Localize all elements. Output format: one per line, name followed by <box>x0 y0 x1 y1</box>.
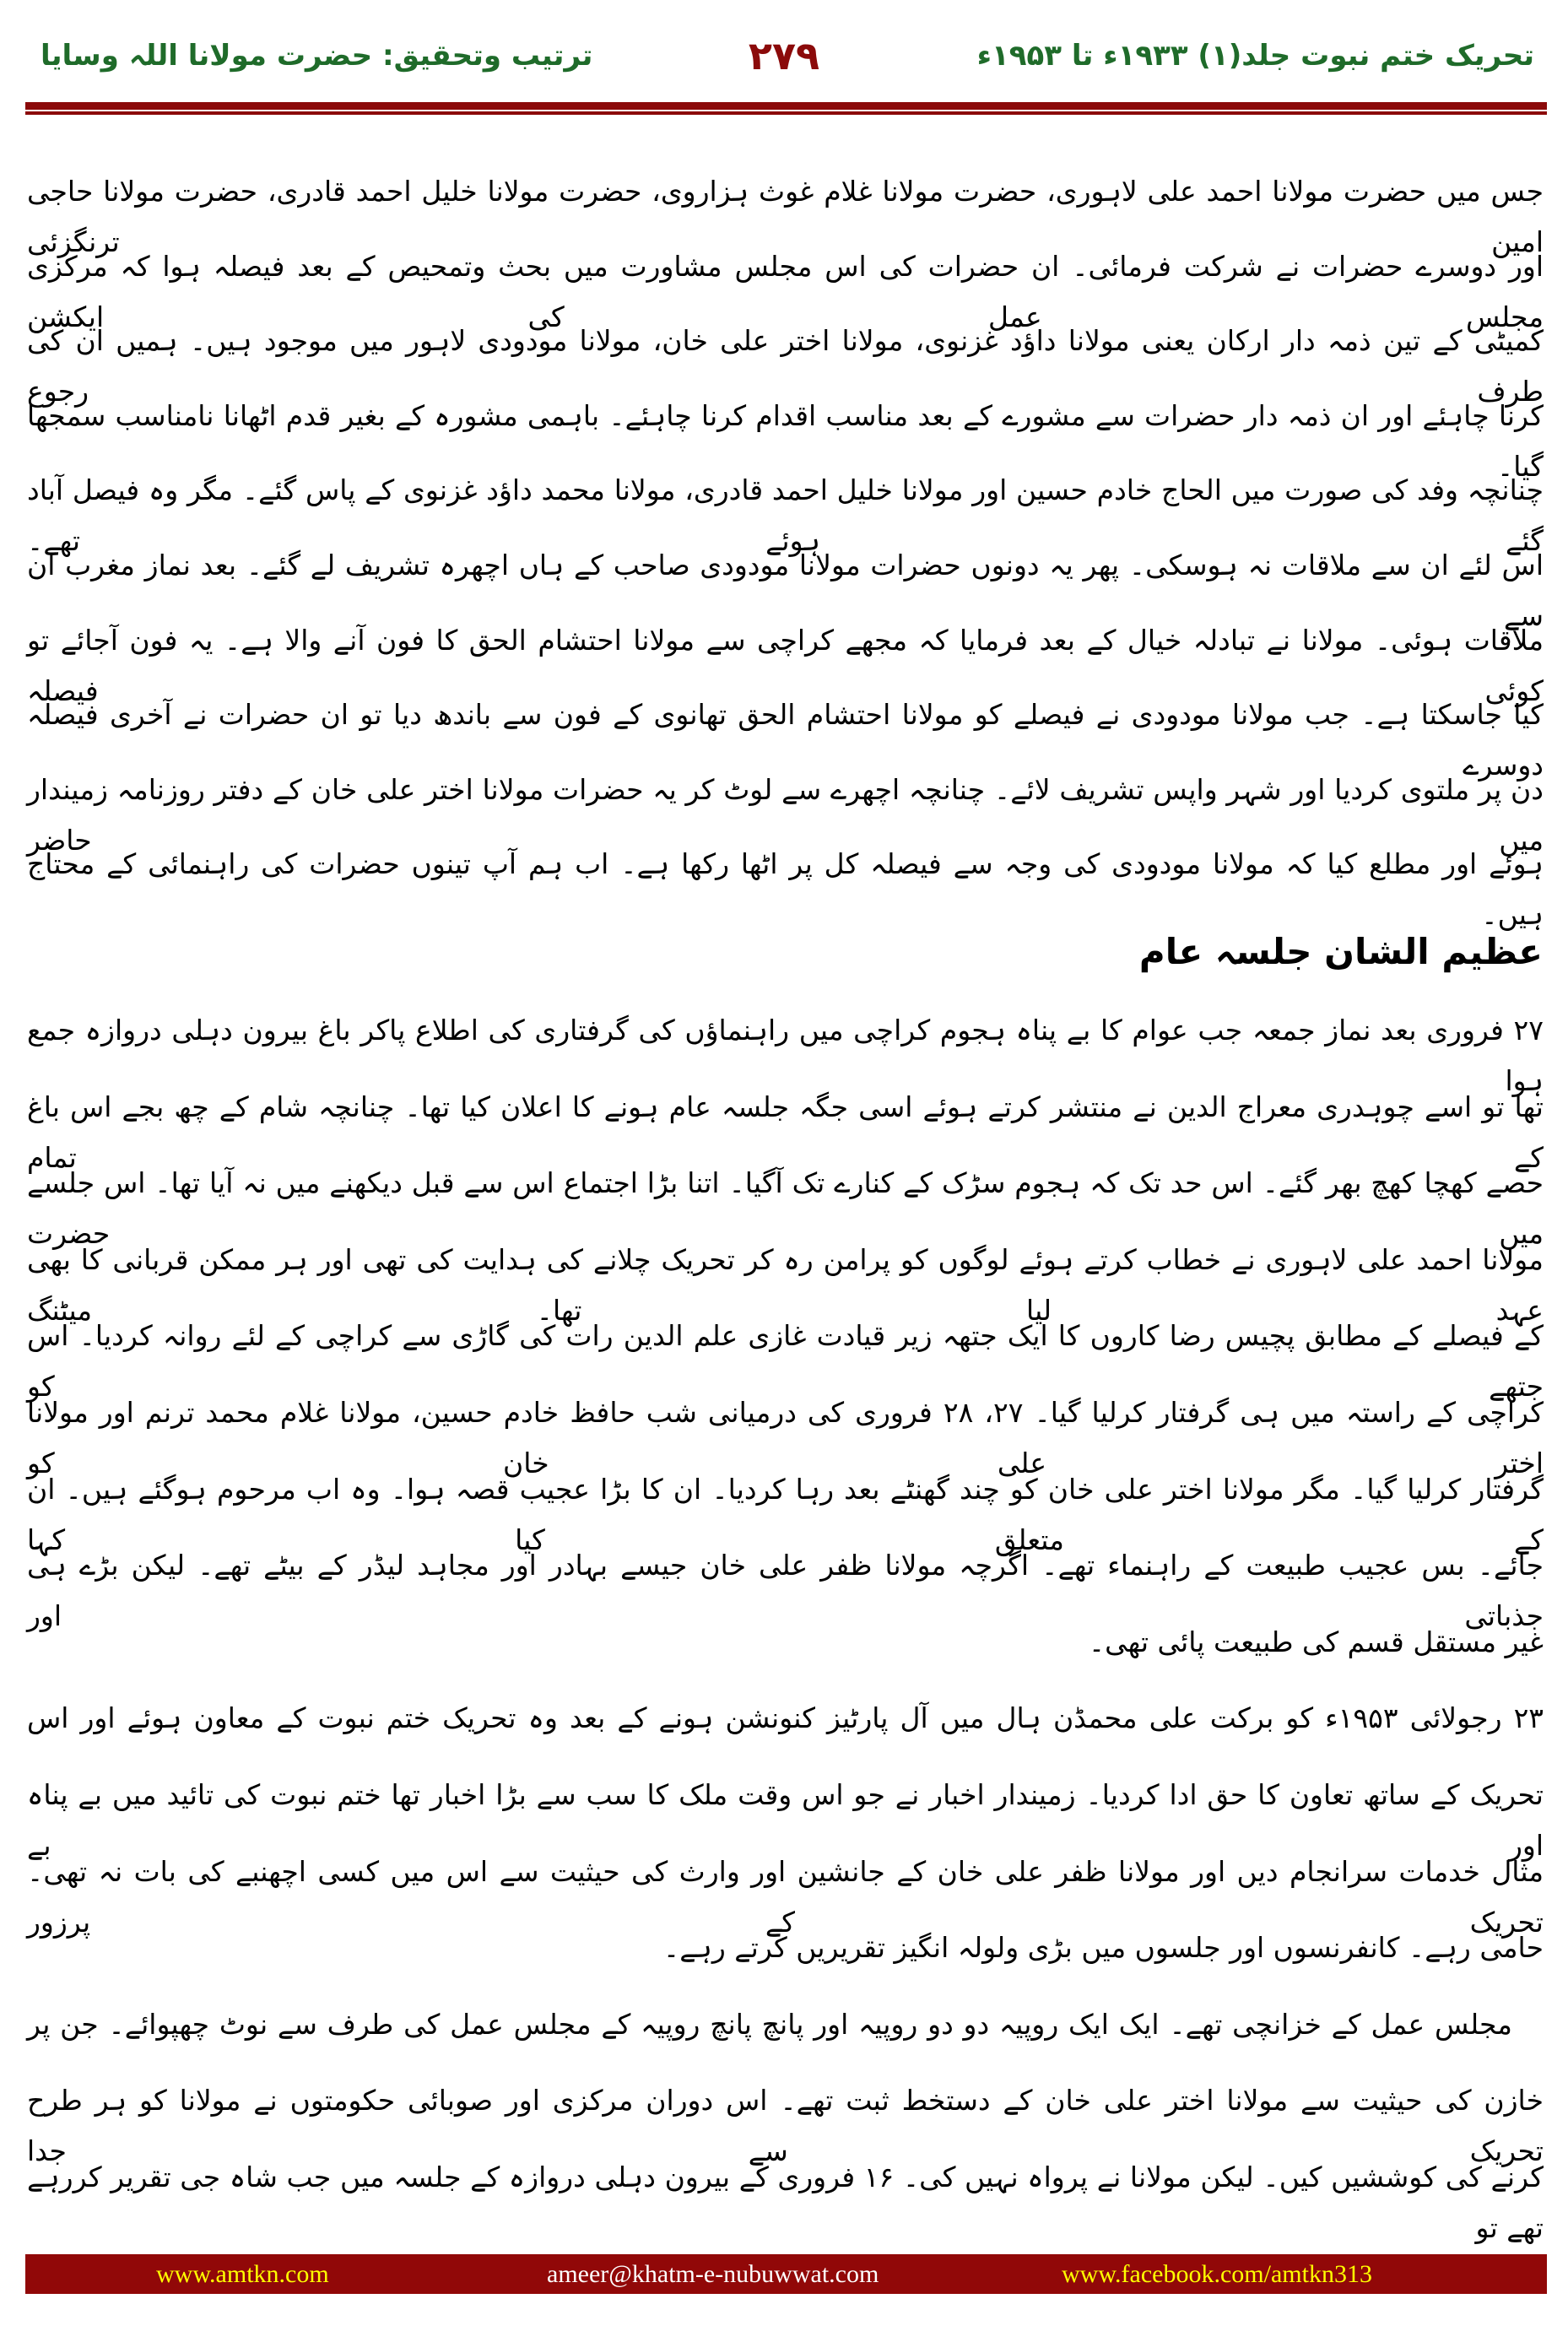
text-line: ۲۳ رجولائی ۱۹۵۳ء کو برکت علی محمڈن ہال میں آل پارٹیز کنونشن ہونے کے بعد وہ تحریک ختم نبوت کے معاون ہوئے اور اس <box>27 1701 1544 1734</box>
text-line: مجلس عمل کے خزانچی تھے۔ ایک ایک روپیہ دو دو روپیہ اور پانچ پانچ روپیہ کے مجلس عمل کی طرف سے نوٹ چھپوائے۔ جن پر <box>27 2008 1512 2041</box>
text-line: کرنے کی کوششیں کیں۔ لیکن مولانا نے پرواہ نہیں کی۔ ۱۶ فروری کے بیرون دہلی دروازہ کے جلسہ میں جب شاہ جی تقریر کررہے تھے تو <box>27 2161 1544 2244</box>
text-line: دن پر ملتوی کردیا اور شہر واپس تشریف لائے۔ چنانچہ اچھرے سے لوٹ کر یہ حضرات مولانا اختر علی خان کے دفتر روزنامہ زمیندار میں حاضر <box>27 773 1544 857</box>
email-link[interactable]: ameer@khatm-e-nubuwwat.com <box>547 2260 879 2288</box>
text-line: مثال خدمات سرانجام دیں اور مولانا ظفر علی خان کے جانشین اور وارث کی حیثیت سے اس میں کسی اچھنبے کی بات نہ تھی۔ تحریک کے پرزور <box>27 1855 1544 1939</box>
header-rule-thin <box>25 111 1547 115</box>
facebook-link[interactable]: www.facebook.com/amtkn313 <box>1062 2260 1372 2288</box>
text-line: ملاقات ہوئی۔ مولانا نے تبادلہ خیال کے بعد فرمایا کہ مجھے کراچی سے مولانا احتشام الحق کا فون آنے والا ہے۔ یہ فون آجائے تو کوئی فیصلہ <box>27 624 1544 707</box>
text-line: تھا تو اسے چوہدری معراج الدین نے منتشر کرتے ہوئے اسی جگہ جلسہ عام ہونے کا اعلان کیا تھا۔ چنانچہ شام کے چھ بجے اس باغ کے تمام <box>27 1090 1544 1174</box>
text-line: کرنا چاہئے اور ان ذمہ دار حضرات سے مشورے کے بعد مناسب اقدام کرنا چاہئے۔ باہمی مشورہ کے بغیر قدم اٹھانا نامناسب سمجھا گیا۔ <box>27 399 1544 483</box>
text-line: حامی رہے۔ کانفرنسوں اور جلسوں میں بڑی ولولہ انگیز تقریریں کرتے رہے۔ <box>662 1931 1544 1964</box>
website-link[interactable]: www.amtkn.com <box>156 2260 329 2288</box>
compiler-credit: ترتیب وتحقیق: حضرت مولانا اللہ وسایا <box>41 39 593 73</box>
text-line: کے فیصلے کے مطابق پچیس رضا کاروں کا ایک جتھہ زیر قیادت غازی علم الدین رات کی گاڑی سے کراچی کے لئے روانہ کردیا۔ اس جتھے کو <box>27 1319 1544 1403</box>
text-line: ۲۷ فروری بعد نماز جمعہ جب عوام کا بے پناہ ہجوم کراچی میں راہنماؤں کی گرفتاری کی اطلاع پاکر باغ بیرون دہلی دروازہ جمع ہوا <box>27 1014 1544 1097</box>
header-rule-thick <box>25 102 1547 110</box>
text-line: گرفتار کرلیا گیا۔ مگر مولانا اختر علی خان کو چند گھنٹے بعد رہا کردیا۔ ان کا بڑا عجیب قصہ ہوا۔ وہ اب مرحوم ہوگئے ہیں۔ ان کے متعلق کیا کہا <box>27 1473 1544 1556</box>
text-line: حصے کھچا کھچ بھر گئے۔ اس حد تک کہ ہجوم سڑک کے کنارے تک آگیا۔ اتنا بڑا اجتماع اس سے قبل دیکھنے میں نہ آیا تھا۔ اس جلسے میں حضرت <box>27 1166 1544 1250</box>
text-line: جس میں حضرت مولانا احمد علی لاہوری، حضرت مولانا غلام غوث ہزاروی، حضرت مولانا خلیل احمد قادری، حضرت مولانا حاجی امین ترنگزئی <box>27 175 1544 258</box>
section-heading: عظیم الشان جلسہ عام <box>1138 931 1543 972</box>
page-number: ۲۷۹ <box>748 33 820 78</box>
text-line: اس لئے ان سے ملاقات نہ ہوسکی۔ پھر یہ دونوں حضرات مولانا مودودی صاحب کے ہاں اچھرہ تشریف لے گئے۔ بعد نماز مغرب ان سے <box>27 549 1544 632</box>
text-line: کمیٹی کے تین ذمہ دار ارکان یعنی مولانا داؤد غزنوی، مولانا اختر علی خان، مولانا مودودی لاہور میں موجود ہیں۔ ہمیں ان کی طرف رجوع <box>27 324 1544 408</box>
text-line: کیا جاسکتا ہے۔ جب مولانا مودودی نے فیصلے کو مولانا احتشام الحق تھانوی کے فون سے باندھ دیا تو ان حضرات نے آخری فیصلہ دوسرے <box>27 698 1544 782</box>
text-line: مولانا احمد علی لاہوری نے خطاب کرتے ہوئے لوگوں کو پرامن رہ کر تحریک چلانے کی ہدایت کی تھی اور ہر ممکن قربانی کا بھی عہد لیا تھا۔ میٹنگ <box>27 1243 1544 1327</box>
text-line: غیر مستقل قسم کی طبیعت پائی تھی۔ <box>1088 1625 1544 1658</box>
text-line: چنانچہ وفد کی صورت میں الحاج خادم حسین اور مولانا خلیل احمد قادری، مولانا محمد داؤد غزنوی کے پاس گئے۔ مگر وہ فیصل آباد گئے ہوئے تھے۔ <box>27 473 1544 557</box>
text-line: ہوئے اور مطلع کیا کہ مولانا مودودی کی وجہ سے فیصلہ کل پر اٹھا رکھا ہے۔ اب ہم آپ تینوں حضرات کی راہنمائی کے محتاج ہیں۔ <box>27 847 1544 931</box>
text-line: اور دوسرے حضرات نے شرکت فرمائی۔ ان حضرات کی اس مجلس مشاورت میں بحث وتمحیص کے بعد فیصلہ ہوا کہ مرکزی مجلس عمل کی ایکشن <box>27 250 1544 333</box>
text-line: کراچی کے راستہ میں ہی گرفتار کرلیا گیا۔ ۲۷، ۲۸ فروری کی درمیانی شب حافظ خادم حسین، مولانا غلام محمد ترنم اور مولانا اختر علی خان کو <box>27 1396 1544 1479</box>
book-title: تحریک ختم نبوت جلد(۱) ۱۹۳۳ء تا ۱۹۵۳ء <box>976 39 1534 73</box>
footer-bar <box>25 2254 1547 2294</box>
text-line: تحریک کے ساتھ تعاون کا حق ادا کردیا۔ زمیندار اخبار نے جو اس وقت ملک کا سب سے بڑا اخبار تھا ختم نبوت کی تائید میں بے پناہ اور بے <box>27 1778 1544 1862</box>
text-line: جائے۔ بس عجیب طبیعت کے راہنماء تھے۔ اگرچہ مولانا ظفر علی خان جیسے بہادر اور مجاہد لیڈر کے بیٹے تھے۔ لیکن بڑے ہی جذباتی اور <box>27 1549 1544 1632</box>
text-line: خازن کی حیثیت سے مولانا اختر علی خان کے دستخط ثبت تھے۔ اس دوران مرکزی اور صوبائی حکومتوں نے مولانا کو ہر طرح تحریک سے جدا <box>27 2084 1544 2167</box>
